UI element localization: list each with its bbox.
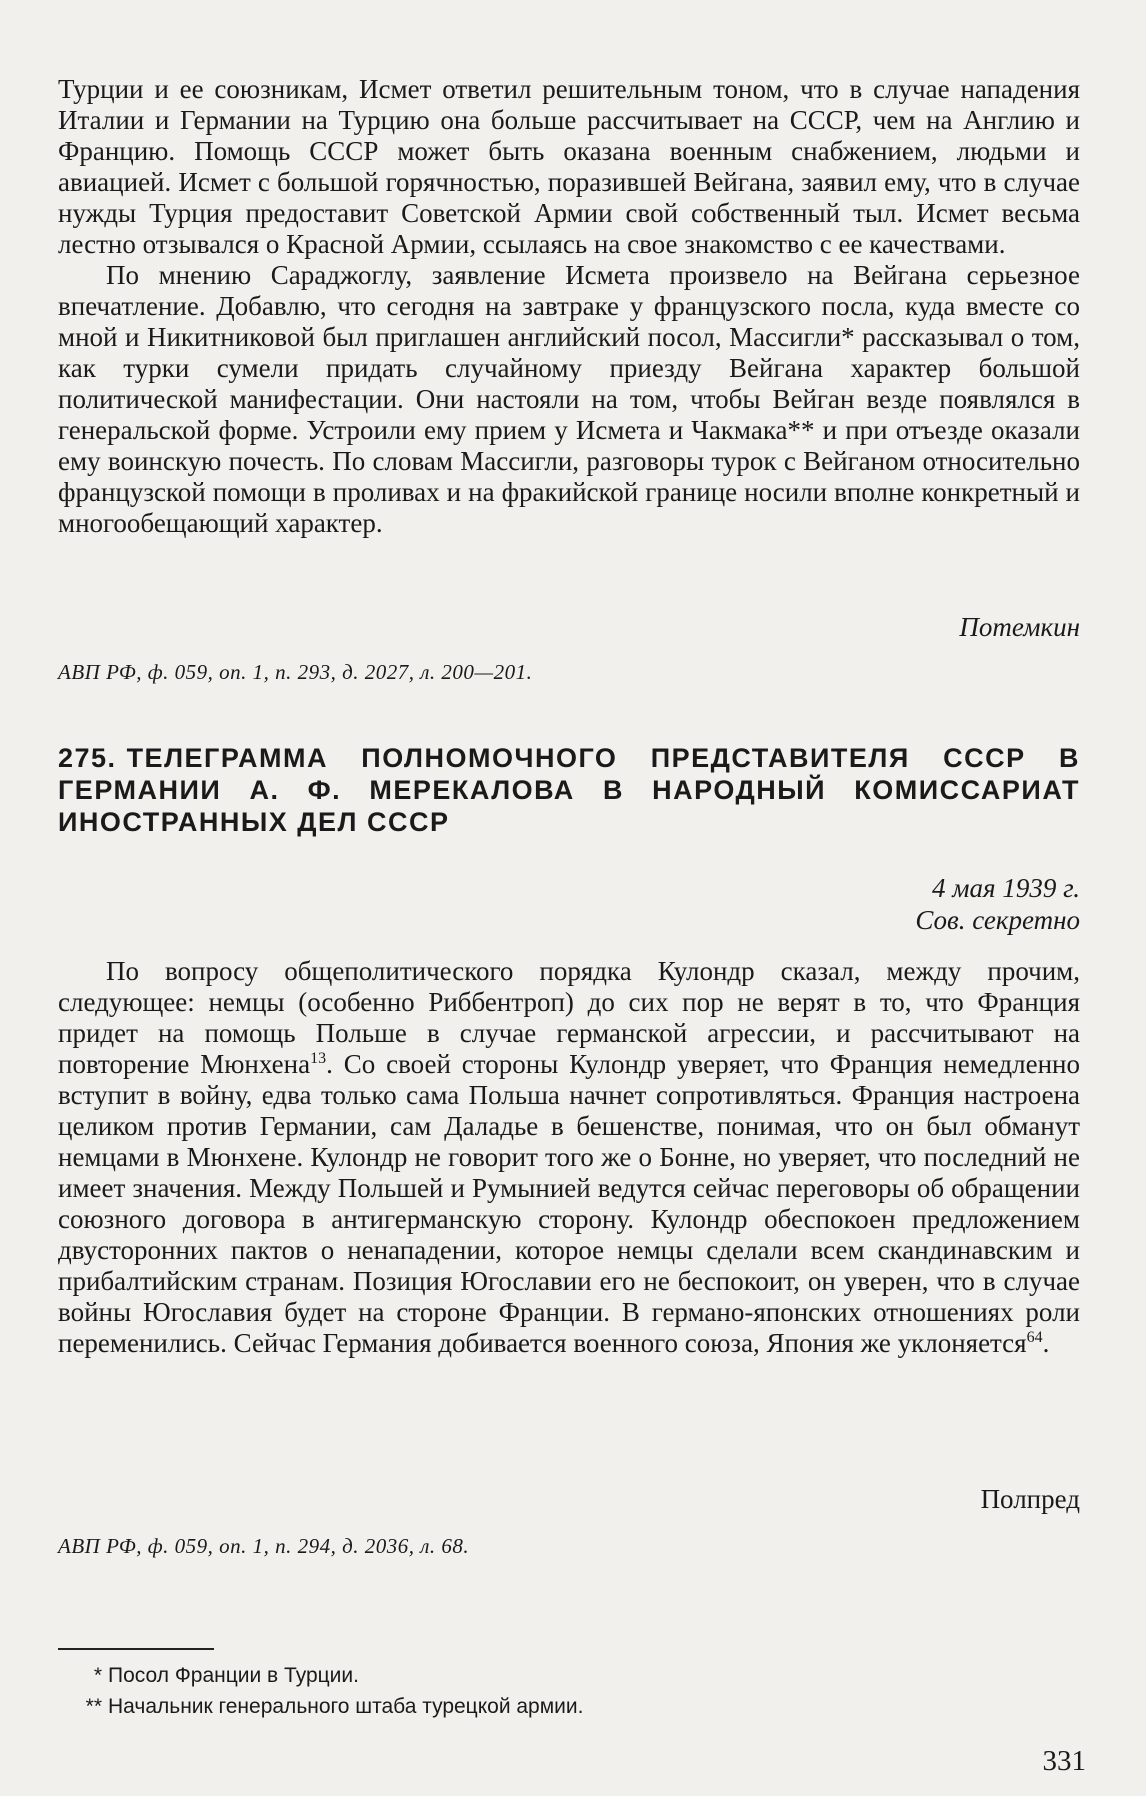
document-date: 4 мая 1939 г. bbox=[932, 873, 1080, 903]
endnote-ref-13[interactable]: 13 bbox=[310, 1050, 327, 1067]
letter-continuation bbox=[58, 74, 1080, 539]
paragraph-3-part-b: . Со своей стороны Кулондр уверяет, что Франция немедленно вступит в войну, едва только сама Польша начнет сопротивляться. Франция настроена целиком против Германии, сам Даладье в бешенстве, понимая, что он был обманут немцами в Мюнхене. Кулондр не говорит того же о Бонне, но уверяет, что последний не имеет значения. Между Польшей и Румынией ведутся сейчас переговоры об обращении союзного договора в антигерманскую сторону. Кулондр обеспокоен предложением двусторонних пактов о ненападении, которое немцы сделали всем скандинавским и прибалтийским странам. Позиция Югославии его не беспокоит, он уверен, что в случае войны Югославия будет на стороне Франции. В германо-японских отношениях роли переменились. Сейчас Германия добивается военного союза, Япония же уклоняется bbox=[58, 1049, 1080, 1358]
paragraph-3-end: . bbox=[1042, 1328, 1050, 1358]
paragraph-3 bbox=[58, 956, 1080, 1359]
document-number: 275. bbox=[58, 743, 117, 773]
document-heading bbox=[58, 742, 1080, 838]
signature-polpred: Полпред bbox=[980, 1484, 1080, 1514]
page-number: 331 bbox=[1042, 1745, 1086, 1777]
footnote-2: ** Начальник генерального штаба турецкой армии. bbox=[85, 1695, 584, 1718]
paragraph-2: По мнению Сараджоглу, заявление Исмета произвело на Вейгана серьезное впечатление. Добавлю, что сегодня на завтраке у французского посла, куда вместе со мной и Никитниковой был приглашен английский посол, Массигли* рассказывал о том, как турки сумели придать случайному приезду Вейгана характер большой политической манифестации. Они настояли на том, чтобы Вейган везде появлялся в генеральской форме. Устроили ему прием у Исмета и Чакмака** и при отъезде оказали ему воинскую почесть. По словам Массигли, разговоры турок с Вейганом относительно французской помощи в проливах и на фракийской границе носили вполне конкретный и многообещающий характер. bbox=[58, 260, 1080, 538]
endnote-ref-64[interactable]: 64 bbox=[1026, 1329, 1043, 1346]
paragraph-1: Турции и ее союзникам, Исмет ответил решительным тоном, что в случае нападения Италии и Германии на Турцию она больше рассчитывает на СССР, чем на Англию и Францию. Помощь СССР может быть оказана военным снабжением, людьми и авиацией. Исмет с большой горячностью, поразившей Вейгана, заявил ему, что в случае нужды Турция предоставит Советской Армии свой собственный тыл. Исмет весьма лестно отзывался о Красной Армии, ссылаясь на свое знакомство с ее качествами. bbox=[58, 74, 1080, 259]
archive-source-2: АВП РФ, ф. 059, оп. 1, п. 294, д. 2036, л. 68. bbox=[58, 1534, 470, 1558]
paragraph-3-part-a: По вопросу общеполитического порядка Кулондр сказал, между прочим, следующее: немцы (особенно Риббентроп) до сих пор не верят в то, что Франция придет на помощь Польше в случае германской агрессии, и рассчитывают на повторение Мюнхена bbox=[58, 956, 1080, 1079]
dateline-block bbox=[58, 872, 1080, 936]
signature-potemkin: Потемкин bbox=[959, 612, 1080, 642]
footnote-divider bbox=[58, 1648, 214, 1650]
archive-source-1: АВП РФ, ф. 059, оп. 1, п. 293, д. 2027, л. 200—201. bbox=[58, 660, 533, 684]
footnote-1: * Посол Франции в Турции. bbox=[93, 1664, 359, 1687]
document-title: ТЕЛЕГРАММА ПОЛНОМОЧНОГО ПРЕДСТАВИТЕЛЯ СССР В ГЕРМАНИИ А. Ф. МЕРЕКАЛОВА В НАРОДНЫЙ КОМИССАРИАТ ИНОСТРАННЫХ ДЕЛ СССР bbox=[58, 743, 1080, 837]
classification-mark: Сов. секретно bbox=[915, 905, 1080, 935]
footnotes bbox=[58, 1660, 1080, 1722]
